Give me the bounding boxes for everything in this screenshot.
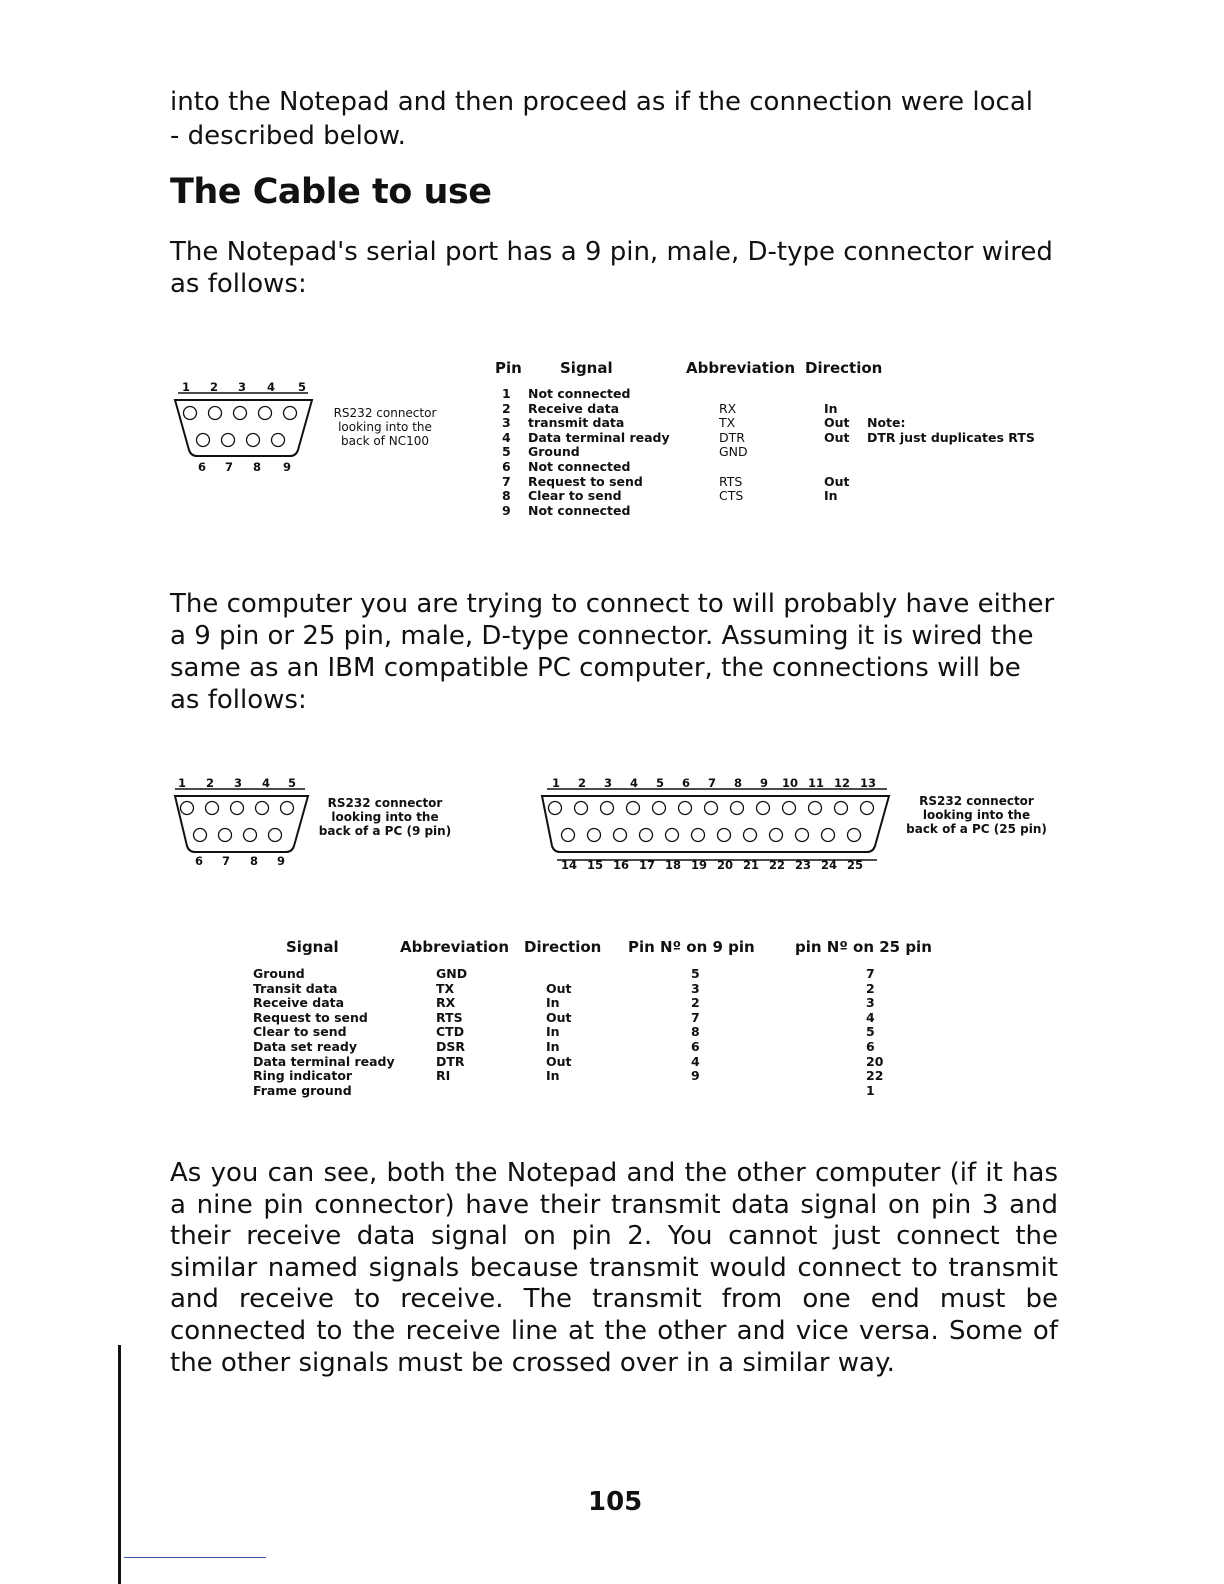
notepad-pin-label-1: 1 [182, 380, 191, 394]
table-cell: RTS [436, 1009, 463, 1025]
pc9-connector-diagram [170, 776, 470, 876]
pin-table-note-text: DTR just duplicates RTS [867, 430, 1035, 445]
db25-pin-16 [614, 829, 627, 842]
table-cell: Ground [253, 966, 305, 981]
pin-table-header-pin: Pin [495, 359, 522, 377]
table-cell [436, 1084, 467, 1099]
table-cell [824, 504, 850, 519]
notepad-pin-label-9: 9 [283, 460, 292, 474]
pc25-pin-label-6: 6 [682, 776, 691, 790]
table-cell: Data terminal ready [528, 429, 670, 445]
table-cell: 5 [866, 1024, 875, 1040]
pc9-connector-label: RS232 connector looking into the back of a PC (9 pin) [318, 796, 452, 838]
paragraph-1: The Notepad's serial port has a 9 pin, male, D-type connector wired as follows: [170, 237, 1053, 299]
notepad-pin-label-5: 5 [298, 380, 307, 394]
pc25-pin-label-11: 11 [808, 776, 825, 790]
pc-table-header-signal: Signal [286, 938, 339, 956]
table-cell: RX [719, 400, 737, 416]
db25-pin-15 [588, 829, 601, 842]
db25-pin-10 [783, 802, 796, 815]
table-cell: 1 [866, 1082, 875, 1098]
db25-pin-25 [848, 829, 861, 842]
pc-table-pin25-column [866, 967, 883, 1098]
db25-pin-22 [770, 829, 783, 842]
table-cell: 3 [691, 980, 700, 996]
pc9-pin-label-2: 2 [206, 776, 215, 790]
pc25-pin-label-10: 10 [782, 776, 799, 790]
db25-pin-20 [718, 829, 731, 842]
pc9-pin-label-3: 3 [234, 776, 243, 790]
table-cell: Receive data [253, 995, 345, 1011]
db25-pin-23 [796, 829, 809, 842]
table-cell: Receive data [528, 400, 620, 416]
pc25-pin-label-8: 8 [734, 776, 743, 790]
pc9-pin-label-4: 4 [262, 776, 271, 790]
pc-table-header-direction: Direction [524, 938, 602, 956]
db25-pin-8 [731, 802, 744, 815]
table-row: 2 [502, 400, 511, 416]
pc25-pin-label-19: 19 [691, 858, 708, 872]
table-cell: RX [436, 995, 456, 1011]
table-cell: transmit data [528, 415, 625, 431]
pc25-pin-label-23: 23 [795, 858, 812, 872]
db25-pin-1 [549, 802, 562, 815]
table-cell: 7 [691, 1009, 700, 1025]
pin-table-pin-column [502, 387, 511, 518]
table-cell: CTD [436, 1024, 465, 1040]
table-cell [824, 445, 850, 460]
table-cell: Request to send [253, 1009, 368, 1025]
pc25-pin-label-2: 2 [578, 776, 587, 790]
pc25-pin-label-15: 15 [587, 858, 604, 872]
table-cell: Data set ready [253, 1038, 357, 1054]
notepad-pin-label-6: 6 [198, 460, 207, 474]
table-cell: Clear to send [528, 488, 622, 504]
pc-table-signal-column [253, 967, 395, 1098]
pc25-pin-label-20: 20 [717, 858, 734, 872]
pc-table-header-pin25: pin Nº on 25 pin [795, 938, 932, 956]
table-cell: In [546, 1038, 560, 1054]
pc25-pin-label-16: 16 [613, 858, 630, 872]
db25-pin-18 [666, 829, 679, 842]
db9-connector-shape [170, 380, 320, 480]
notepad-pin-label-7: 7 [225, 460, 234, 474]
table-cell [824, 460, 850, 475]
db25-pin-21 [744, 829, 757, 842]
pc9-pin-label-6: 6 [195, 854, 204, 868]
table-row: 6 [502, 458, 511, 474]
db25-pin-7 [705, 802, 718, 815]
table-cell: GND [719, 444, 748, 460]
table-cell: Ring indicator [253, 1068, 353, 1084]
notepad-pin-label-4: 4 [267, 380, 276, 394]
intro-line-2: - described below. [170, 121, 406, 151]
db25-pin-17 [640, 829, 653, 842]
pc25-pin-label-13: 13 [860, 776, 877, 790]
table-cell: Out [824, 473, 850, 489]
pc-table-abbreviation-column [436, 967, 467, 1098]
pin-table-note-label: Note: [867, 415, 906, 430]
table-cell: 6 [691, 1038, 700, 1054]
table-cell: Clear to send [253, 1024, 347, 1040]
notepad-pin-label-8: 8 [253, 460, 262, 474]
table-cell: DTR [436, 1053, 465, 1069]
table-row: 5 [502, 444, 511, 460]
notepad-pin-label-2: 2 [210, 380, 219, 394]
table-cell: RTS [719, 473, 743, 489]
paragraph-3: As you can see, both the Notepad and the other computer (if it has a nine pin connector) have their transmit data signal on pin 3 and their receive data signal on pin 2. You cannot just connect the similar named signals because transmit would connect to transmit and receive to receive. The transmit from one end must be connected to the receive line at the other and vice versa. Some of the other signals must be crossed over in a similar way. [170, 1158, 1058, 1378]
pin-table-header-direction: Direction [805, 359, 883, 377]
table-cell: Frame ground [253, 1082, 352, 1098]
pc25-pin-label-18: 18 [665, 858, 682, 872]
table-cell: Out [546, 1009, 572, 1025]
scan-edge-underline [124, 1557, 266, 1558]
scan-edge-line [118, 1345, 121, 1584]
table-cell [824, 387, 850, 402]
table-row: 8 [502, 488, 511, 504]
table-cell: GND [436, 966, 468, 981]
table-cell [546, 967, 572, 982]
table-cell: In [546, 1024, 560, 1040]
db25-pin-4 [627, 802, 640, 815]
table-cell: 2 [691, 995, 700, 1011]
pc25-pin-label-24: 24 [821, 858, 838, 872]
pin-table-abbreviation-column [719, 387, 748, 518]
table-cell: 9 [691, 1068, 700, 1084]
pin-table-header-abbreviation: Abbreviation [686, 359, 795, 377]
pc-table-pin9-column [691, 967, 700, 1098]
table-cell: 6 [866, 1038, 875, 1054]
db25-pin-3 [601, 802, 614, 815]
pc9-pin-label-7: 7 [222, 854, 231, 868]
table-cell [719, 460, 748, 475]
table-cell: 2 [866, 980, 875, 996]
table-cell [719, 387, 748, 402]
notepad-connector-label: RS232 connector looking into the back of NC100 [333, 406, 437, 448]
pc25-pin-label-1: 1 [552, 776, 561, 790]
db25-pin-24 [822, 829, 835, 842]
db25-pin-14 [562, 829, 575, 842]
pc25-pin-label-22: 22 [769, 858, 786, 872]
table-cell: 4 [866, 1009, 875, 1025]
table-cell: DSR [436, 1038, 466, 1054]
pc25-connector-diagram [537, 776, 1067, 876]
table-cell: 3 [866, 995, 875, 1011]
pc25-connector-label: RS232 connector looking into the back of a PC (25 pin) [906, 794, 1047, 836]
table-row: 7 [502, 473, 511, 489]
table-cell [719, 504, 748, 519]
table-cell: DTR [719, 429, 745, 445]
pc25-pin-label-9: 9 [760, 776, 769, 790]
table-cell: Data terminal ready [253, 1053, 395, 1069]
db9-connector-shape [170, 776, 320, 876]
pc25-pin-label-4: 4 [630, 776, 639, 790]
db25-pin-6 [679, 802, 692, 815]
table-cell: 20 [866, 1053, 884, 1069]
table-cell: Out [546, 980, 572, 996]
pc9-pin-label-8: 8 [250, 854, 259, 868]
table-cell [691, 1084, 700, 1099]
pc25-pin-label-25: 25 [847, 858, 864, 872]
db25-pin-9 [757, 802, 770, 815]
db25-pin-5 [653, 802, 666, 815]
table-row: 4 [502, 429, 511, 445]
db25-pin-2 [575, 802, 588, 815]
table-cell: TX [436, 980, 455, 996]
table-cell: In [546, 995, 560, 1011]
table-cell: Transit data [253, 980, 338, 996]
pc25-pin-label-5: 5 [656, 776, 665, 790]
table-cell: 22 [866, 1068, 884, 1084]
table-cell: Not connected [528, 458, 631, 474]
pc-table-direction-column [546, 967, 572, 1098]
pc25-pin-label-12: 12 [834, 776, 851, 790]
table-cell: Request to send [528, 473, 643, 489]
notepad-connector-diagram [170, 380, 470, 480]
table-cell: Ground [528, 444, 580, 460]
table-row: 1 [502, 386, 511, 401]
table-cell: Not connected [528, 502, 631, 518]
pin-table-direction-column [824, 387, 850, 518]
pin-table-header-signal: Signal [560, 359, 613, 377]
section-heading: The Cable to use [170, 172, 492, 212]
table-row: 9 [502, 502, 511, 518]
table-cell: Not connected [528, 386, 631, 401]
pc9-pin-label-9: 9 [277, 854, 286, 868]
db25-pin-11 [809, 802, 822, 815]
table-cell: 4 [691, 1053, 700, 1069]
table-cell: RI [436, 1068, 451, 1084]
pin-table-signal-column [528, 387, 670, 518]
page-number: 105 [588, 1487, 643, 1517]
pc25-pin-label-21: 21 [743, 858, 760, 872]
db25-pin-12 [835, 802, 848, 815]
table-cell: TX [719, 415, 736, 431]
table-cell: Out [546, 1053, 572, 1069]
pc-table-header-abbreviation: Abbreviation [400, 938, 509, 956]
pc25-pin-label-7: 7 [708, 776, 717, 790]
table-cell: 7 [866, 966, 875, 981]
paragraph-2: The computer you are trying to connect to will probably have either a 9 pin or 25 pin, male, D-type connector. Assuming it is wired the same as an IBM compatible PC computer, the connections will be as follows: [170, 589, 1055, 715]
pc25-pin-label-17: 17 [639, 858, 656, 872]
table-cell [546, 1084, 572, 1099]
pc9-pin-label-1: 1 [178, 776, 187, 790]
table-cell: In [546, 1068, 560, 1084]
pc25-pin-label-3: 3 [604, 776, 613, 790]
table-cell: Out [824, 415, 850, 431]
intro-line-1: into the Notepad and then proceed as if the connection were local [170, 87, 1033, 117]
table-cell: Out [824, 429, 850, 445]
db25-pin-13 [861, 802, 874, 815]
table-row: 3 [502, 415, 511, 431]
table-cell: In [824, 488, 838, 504]
table-cell: 5 [691, 966, 700, 981]
pc9-pin-label-5: 5 [288, 776, 297, 790]
notepad-pin-label-3: 3 [238, 380, 247, 394]
pc25-pin-label-14: 14 [561, 858, 578, 872]
table-cell: In [824, 400, 838, 416]
table-cell: CTS [719, 488, 744, 504]
db25-pin-19 [692, 829, 705, 842]
pc-table-header-pin9: Pin Nº on 9 pin [628, 938, 755, 956]
table-cell: 8 [691, 1024, 700, 1040]
